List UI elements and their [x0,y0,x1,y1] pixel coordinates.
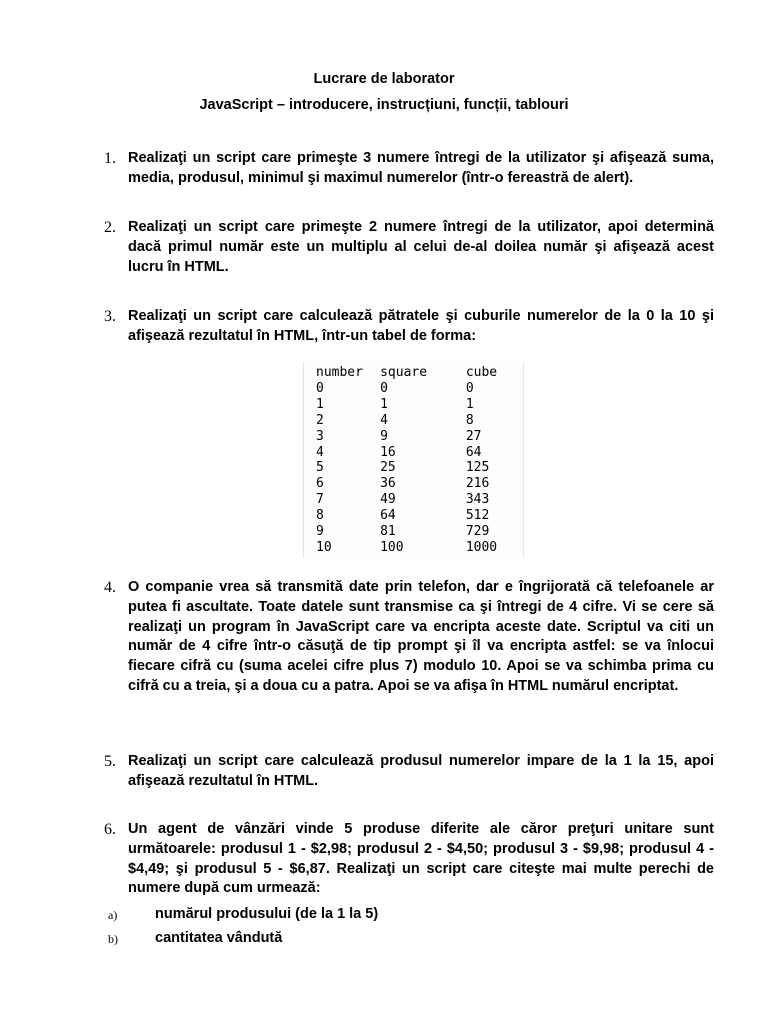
table-row [316,397,523,413]
table-header-row [316,365,523,381]
task-number: 6. [104,821,116,838]
table-cell: 4 [380,412,388,428]
task-text: Un agent de vânzări vinde 5 produse diferite ale căror preţuri unitare sunt următoarele: produsul 1 - $2,98; produsul 2 - $4,50; produsul 3 - $9,98; produsul 4 - $4,49; şi produsul 5 - $6,87. Realizaţi un script care citeşte mai multe perechi de numere după cum urmează: [128,821,714,897]
table-cell: 49 [380,492,396,508]
table-cell: 512 [465,508,490,524]
table-cell: 4 [316,444,324,460]
task-number: 5. [104,753,116,770]
table-cell: 2 [316,412,324,428]
table-cell: 64 [380,508,396,524]
table-cell: 100 [380,539,404,555]
subitem-a [108,905,379,924]
table-cell: 9 [316,524,324,540]
task-1 [104,149,714,189]
table-row [316,460,523,476]
table-cell: 27 [465,428,482,444]
task-number: 2. [104,219,116,236]
task-6 [104,820,714,899]
table-cell: 125 [465,460,490,476]
task-text: Realizaţi un script care primeşte 3 numere întregi de la utilizator şi afişează suma, media, produsul, minimul şi maximul numerelor (într-o fereastră de alert). [128,150,714,186]
column-header: number [316,365,363,380]
table-row [316,413,523,429]
task-text: O companie vrea să transmită date prin telefon, dar e îngrijorată că telefoanele ar putea fi ascultate. Toate datele sunt transmise ca şi întregi de 4 cifre. Vi se cere să realizaţi un program în JavaScript care va encripta aceste date. Scriptul va citi un număr de 4 cifre într-o căsuţă de tip prompt şi îl va encripta astfel: se va înlocui fiecare cifră cu (suma acelei cifre plus 7) modulo 10. Apoi se va schimba prima cu cifră cu a treia, şi a doua cu a patra. Apoi se va afişa în HTML numărul encriptat. [128,579,714,694]
task-number: 3. [104,308,116,325]
table-row [316,492,523,508]
table-cell: 8 [316,508,324,524]
subitem-text: cantitatea vândută [155,930,283,946]
task-text: Realizaţi un script care primeşte 2 numere întregi de la utilizator, apoi determină dacă primul număr este un multiplu al celui de-al doilea număr şi afişează acest lucru în HTML. [128,219,714,275]
subitem-text: numărul produsului (de la 1 la 5) [155,906,379,922]
table-row [316,540,523,556]
task-2 [104,218,714,277]
task-text: Realizaţi un script care calculează produsul numerelor impare de la 1 la 15, apoi afişează rezultatul în HTML. [128,753,714,789]
task-4 [104,578,714,697]
subitem-b [108,929,283,948]
table-row [316,476,523,492]
table-cell: 1 [380,396,388,412]
task-3 [104,307,714,347]
table-cell: 1 [465,396,474,412]
table-cell: 1000 [465,539,498,555]
table-row [316,524,523,540]
table-cell: 0 [316,380,324,396]
table-cell: 0 [380,380,388,396]
subitem-letter: a) [108,908,118,922]
table-cell: 7 [316,492,324,508]
squares-cubes-table-image [303,362,524,558]
table-row [316,508,523,524]
column-header: square [380,365,428,380]
document-title: Lucrare de laborator [313,71,455,87]
table-cell: 6 [316,476,324,492]
column-header: cube [465,365,498,380]
table-cell: 16 [380,444,396,460]
task-5 [104,752,714,792]
table-cell: 1 [316,396,324,412]
table-cell: 64 [465,444,482,460]
table-cell: 36 [380,476,396,492]
table-cell: 0 [465,380,474,396]
table-cell: 9 [380,428,388,444]
table-cell: 25 [380,460,396,476]
table-row [316,429,523,445]
table-cell: 5 [316,460,324,476]
table-cell: 216 [465,476,490,492]
task-number: 1. [104,150,116,167]
table-cell: 10 [316,539,332,555]
subitem-letter: b) [108,932,118,946]
table-cell: 8 [465,412,474,428]
document-subtitle: JavaScript – introducere, instrucțiuni, funcții, tablouri [199,97,569,113]
squares-cubes-table [316,365,523,556]
table-row [316,445,523,461]
task-number: 4. [104,579,116,596]
table-cell: 3 [316,428,324,444]
table-cell: 81 [380,524,396,540]
table-cell: 343 [465,492,490,508]
task-text: Realizaţi un script care calculează pătratele şi cuburile numerelor de la 0 la 10 şi afişează rezultatul în HTML, într-un tabel de forma: [128,308,714,344]
table-cell: 729 [465,524,490,540]
table-row [316,381,523,397]
